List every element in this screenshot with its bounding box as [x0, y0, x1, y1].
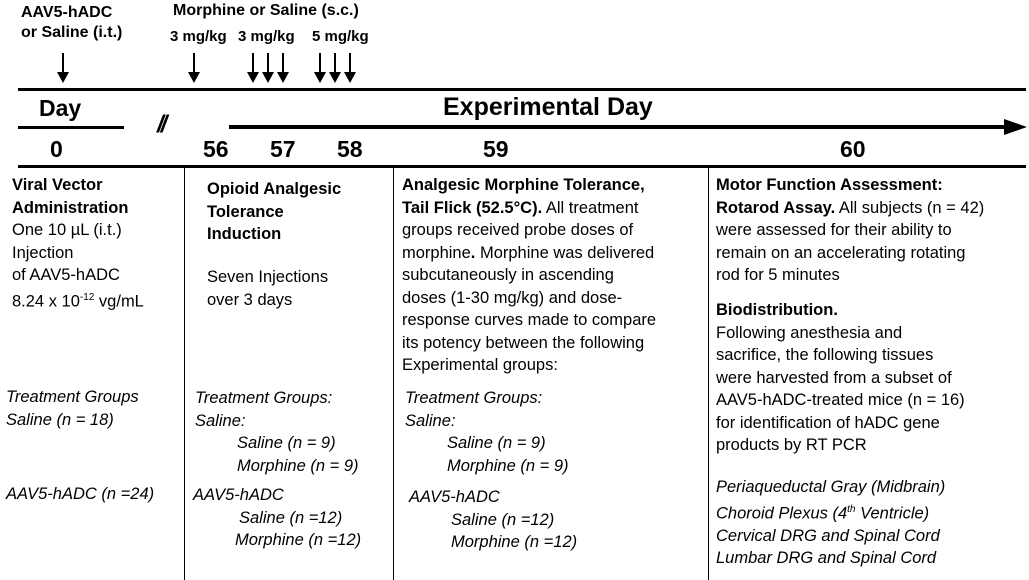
dose-label-3: 5 mg/kg: [312, 28, 369, 45]
col0-groups-heading: Treatment Groups: [6, 388, 139, 406]
divider-1: [184, 168, 185, 580]
col1-title-line2: Tolerance: [207, 202, 284, 221]
col3-title-line2-row: [716, 197, 984, 220]
col0-groups: [6, 386, 139, 431]
col1-aav: [193, 484, 361, 552]
timeline-bottom-rule: [18, 165, 1026, 168]
col2-aav: [409, 486, 577, 554]
col2-body-morphine: morphine: [402, 243, 471, 262]
col3-tissue-2: Choroid Plexus (4: [716, 504, 848, 522]
vector-label-line2: or Saline (i.t.): [21, 24, 123, 41]
vector-label-line1: AAV5-hADC: [21, 4, 113, 21]
col3-title-tail: All subjects (n = 42): [835, 198, 985, 217]
dose-label-1: 3 mg/kg: [170, 28, 227, 45]
col1-title: [207, 178, 341, 246]
axis-break-symbol: //: [157, 111, 165, 138]
col0-dose-unit: vg/mL: [94, 292, 144, 310]
col2-title-line2-row: [402, 197, 656, 220]
day-56: 56: [203, 136, 229, 162]
col2-saline-heading: Saline:: [405, 411, 456, 430]
col0-title-line2: Administration: [12, 198, 129, 217]
col2-title-line2: Tail Flick (52.5°C).: [402, 198, 543, 217]
col1-aav-item-2: Morphine (n =12): [235, 531, 362, 549]
timeline-arrow: [225, 117, 1029, 137]
col0-body-line1: One 10 µL (i.t.): [12, 221, 122, 239]
col3-tissue-1: Periaqueductal Gray (Midbrain): [716, 478, 946, 496]
col0-aav-group: AAV5-hADC (n =24): [6, 485, 155, 503]
col2-body-line5: response curves made to compare: [402, 311, 657, 329]
col3-text: [716, 174, 984, 287]
col3-bio-line4: AAV5-hADC-treated mice (n = 16): [716, 391, 965, 409]
col0-title-line1: Viral Vector: [12, 176, 103, 194]
col3-bio-line5: for identification of hADC gene: [716, 413, 940, 432]
col1-title-line1: Opioid Analgesic: [207, 180, 342, 198]
col0-dose-exp: -12: [79, 291, 95, 303]
col3-biodistribution: [716, 299, 965, 457]
col3-title-line2: Rotarod Assay.: [716, 198, 836, 217]
col3-tissue-2-tail: Ventricle): [855, 504, 930, 522]
col3-body-line3: rod for 5 minutes: [716, 266, 840, 284]
col1-groups-heading: Treatment Groups:: [195, 389, 333, 407]
drug-label: Morphine or Saline (s.c.): [173, 2, 359, 19]
day-0: 0: [50, 136, 63, 162]
col2-groups-heading: Treatment Groups:: [405, 389, 543, 407]
col3-tissue-4: Lumbar DRG and Spinal Cord: [716, 549, 937, 567]
col2-body-line1: groups received probe doses of: [402, 221, 634, 239]
col2-saline-item-1: Saline (n = 9): [447, 434, 546, 452]
col0-dose-base: 8.24 x 10: [12, 292, 80, 310]
col2-title-tail: All treatment: [542, 198, 639, 217]
col2-text: [402, 174, 656, 377]
col2-aav-item-1: Saline (n =12): [451, 510, 555, 529]
col2-aav-item-2: Morphine (n =12): [451, 533, 578, 551]
col3-body-line2: remain on an accelerating rotating: [716, 243, 966, 262]
col3-tissue-3: Cervical DRG and Spinal Cord: [716, 526, 940, 545]
day-59: 59: [483, 136, 509, 162]
col2-groups: [405, 387, 569, 477]
day-underline: [18, 126, 124, 129]
col2-aav-heading: AAV5-hADC: [409, 488, 500, 506]
col1-groups: [195, 387, 359, 477]
experimental-day-label: Experimental Day: [443, 93, 653, 121]
col3-bio-line3: were harvested from a subset of: [716, 368, 952, 387]
col1-saline-heading: Saline:: [195, 411, 246, 430]
col2-body-line4: doses (1-30 mg/kg) and dose-: [402, 288, 623, 307]
col3-bio-line2: sacrifice, the following tissues: [716, 346, 934, 364]
day-label: Day: [39, 95, 82, 121]
day-57: 57: [270, 136, 296, 162]
day-60: 60: [840, 136, 866, 162]
col1-body: [207, 266, 328, 311]
col3-tissue-2-row: [716, 499, 945, 525]
col3-tissues: [716, 476, 945, 570]
col2-body-line6: its potency between the following: [402, 333, 645, 352]
col3-bio-line1: Following anesthesia and: [716, 323, 903, 342]
col1-saline-item-1: Saline (n = 9): [237, 434, 336, 452]
col0-body-line3: of AAV5-hADC: [12, 266, 120, 284]
dose-label-2: 3 mg/kg: [238, 28, 295, 45]
col3-tissue-2-sup: th: [847, 503, 856, 515]
col1-aav-item-1: Saline (n =12): [239, 508, 343, 527]
col0-saline-group: Saline (n = 18): [6, 410, 114, 429]
col2-title-line1: Analgesic Morphine Tolerance,: [402, 176, 645, 194]
day-58: 58: [337, 136, 363, 162]
col1-body-line1: Seven Injections: [207, 268, 329, 286]
col0-body: [12, 219, 144, 313]
col0-title: [12, 174, 128, 219]
col1-aav-heading: AAV5-hADC: [193, 486, 284, 504]
col2-body-line2: Morphine was delivered: [479, 243, 655, 262]
col1-saline-item-2: Morphine (n = 9): [237, 456, 359, 475]
col3-body-line1: were assessed for their ability to: [716, 221, 952, 239]
col2-saline-item-2: Morphine (n = 9): [447, 456, 569, 475]
vector-label: [21, 3, 122, 43]
col3-bio-line6: products by RT PCR: [716, 436, 867, 454]
col3-bio-title: Biodistribution.: [716, 301, 838, 319]
col0-body-line2: Injection: [12, 243, 74, 262]
col1-title-line3: Induction: [207, 225, 282, 243]
col2-body-line2-row: morphine. Morphine was delivered: [402, 243, 655, 262]
divider-3: [708, 168, 709, 580]
col2-body-line7: Experimental groups:: [402, 356, 558, 374]
col2-body-line3: subcutaneously in ascending: [402, 266, 614, 284]
col3-title-line1: Motor Function Assessment:: [716, 176, 943, 194]
col1-body-line2: over 3 days: [207, 290, 293, 309]
divider-2: [393, 168, 394, 580]
timeline-top-rule: [18, 88, 1026, 91]
col0-dose-line: [12, 287, 144, 313]
